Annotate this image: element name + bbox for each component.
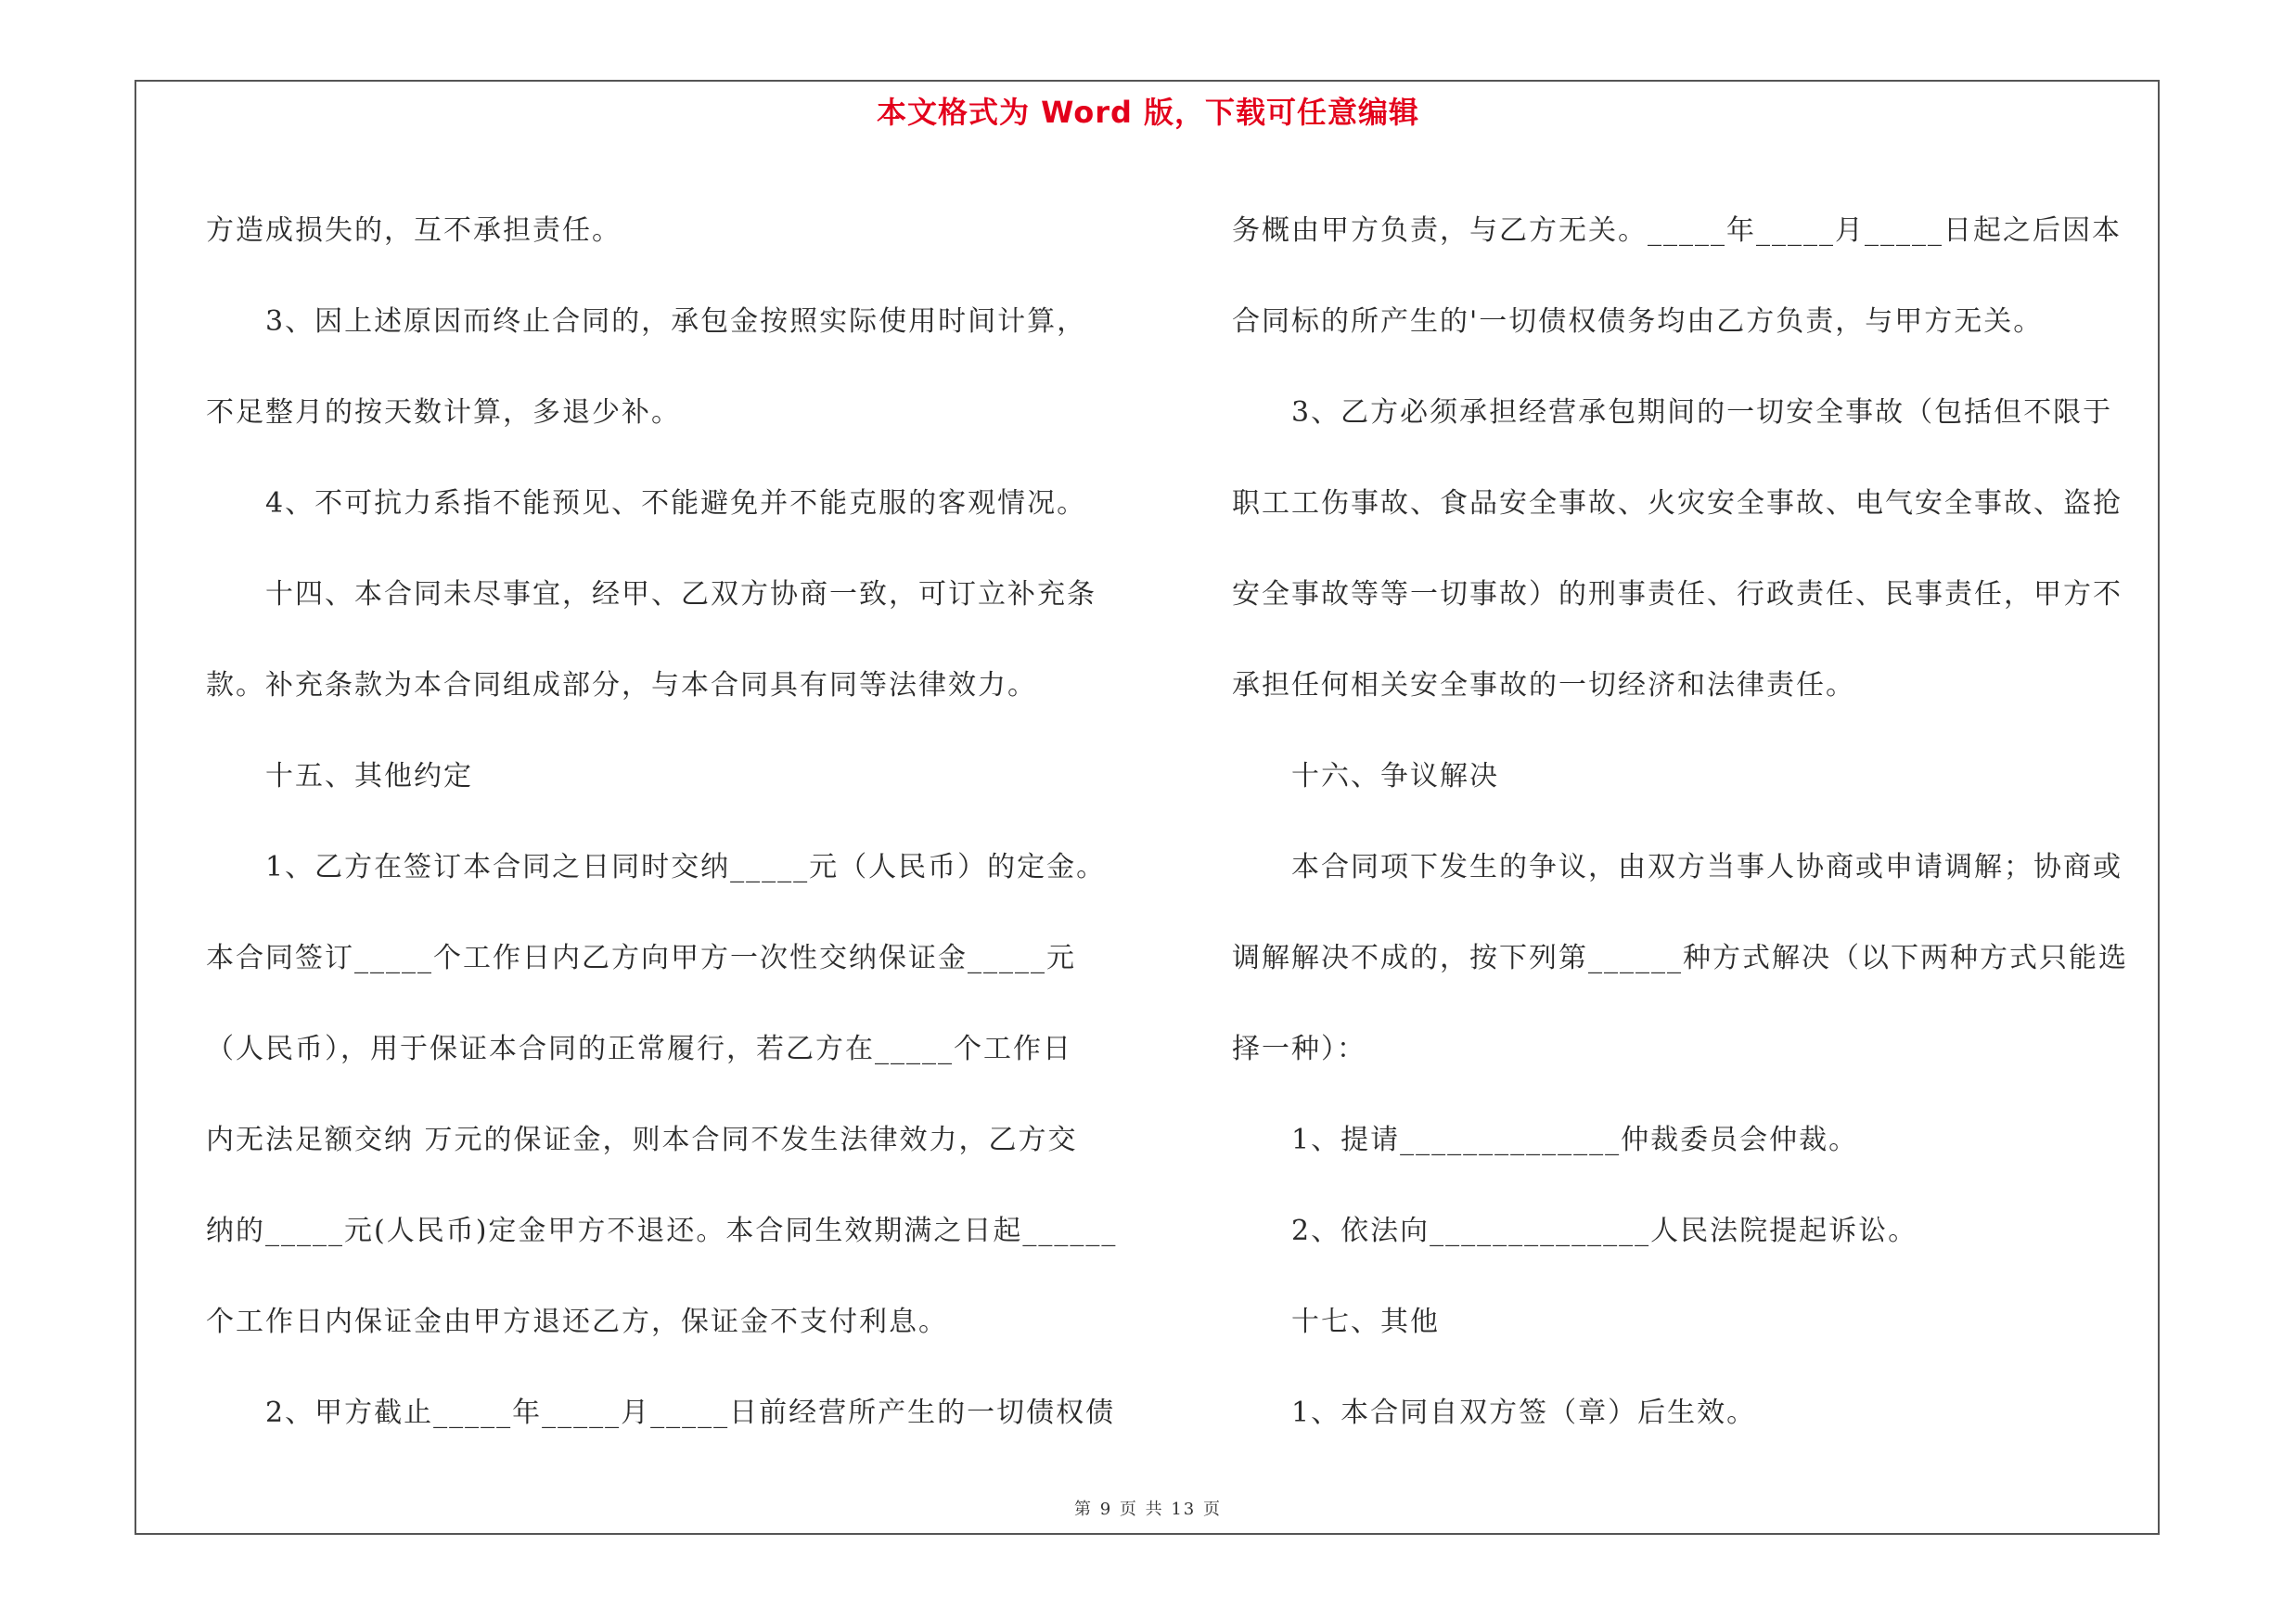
text-line: 本合同项下发生的争议，由双方当事人协商或申请调解；协商或 bbox=[1291, 851, 2123, 883]
text-line: 3、因上述原因而终止合同的，承包金按照实际使用时间计算， bbox=[265, 305, 1087, 338]
page-number-footer: 第 9 页 共 13 页 bbox=[1074, 1500, 1222, 1519]
text-line: 1、提请______________仲裁委员会仲裁。 bbox=[1291, 1124, 1859, 1156]
text-line: 安全事故等等一切事故）的刑事责任、行政责任、民事责任，甲方不 bbox=[1232, 578, 2123, 611]
text-line: 款。补充条款为本合同组成部分，与本合同具有同等法律效力。 bbox=[206, 669, 1037, 702]
text-line: 合同标的所产生的'一切债权债务均由乙方负责，与甲方无关。 bbox=[1232, 305, 2044, 338]
text-line: 纳的_____元(人民币)定金甲方不退还。本合同生效期满之日起______ bbox=[206, 1215, 1118, 1247]
text-line: 2、依法向______________人民法院提起诉讼。 bbox=[1291, 1215, 1918, 1247]
text-line: 4、不可抗力系指不能预见、不能避免并不能克服的客观情况。 bbox=[265, 487, 1087, 520]
text-line: 十四、本合同未尽事宜，经甲、乙双方协商一致，可订立补充条 bbox=[265, 578, 1097, 611]
text-line: 方造成损失的，互不承担责任。 bbox=[206, 214, 622, 247]
text-line: 个工作日内保证金由甲方退还乙方，保证金不支付利息。 bbox=[206, 1306, 948, 1338]
text-line: 调解解决不成的，按下列第______种方式解决（以下两种方式只能选 bbox=[1232, 942, 2128, 974]
text-line: 内无法足额交纳 万元的保证金，则本合同不发生法律效力，乙方交 bbox=[206, 1124, 1078, 1156]
text-line: 本合同签订_____个工作日内乙方向甲方一次性交纳保证金_____元 bbox=[206, 942, 1076, 974]
text-line: 务概由甲方负责，与乙方无关。_____年_____月_____日起之后因本 bbox=[1232, 214, 2122, 247]
section-heading: 十七、其他 bbox=[1291, 1306, 1440, 1338]
section-heading: 十五、其他约定 bbox=[265, 760, 473, 792]
text-line: 1、本合同自双方签（章）后生效。 bbox=[1291, 1397, 1757, 1429]
text-line: 1、乙方在签订本合同之日同时交纳_____元（人民币）的定金。 bbox=[265, 851, 1107, 883]
text-line: 不足整月的按天数计算，多退少补。 bbox=[206, 396, 681, 429]
word-format-banner: 本文格式为 Word 版，下载可任意编辑 bbox=[876, 95, 1420, 130]
text-line: 3、乙方必须承担经营承包期间的一切安全事故（包括但不限于 bbox=[1291, 396, 2113, 429]
text-line: 承担任何相关安全事故的一切经济和法律责任。 bbox=[1232, 669, 1855, 702]
text-line: （人民币），用于保证本合同的正常履行，若乙方在_____个工作日 bbox=[206, 1033, 1072, 1065]
section-heading: 十六、争议解决 bbox=[1291, 760, 1499, 792]
text-line: 职工工伤事故、食品安全事故、火灾安全事故、电气安全事故、盗抢 bbox=[1232, 487, 2123, 520]
left-column bbox=[206, 186, 1124, 1459]
text-line: 2、甲方截止_____年_____月_____日前经营所产生的一切债权债 bbox=[265, 1397, 1116, 1429]
right-column bbox=[1232, 186, 2155, 1459]
text-line: 择一种）： bbox=[1232, 1033, 1366, 1065]
